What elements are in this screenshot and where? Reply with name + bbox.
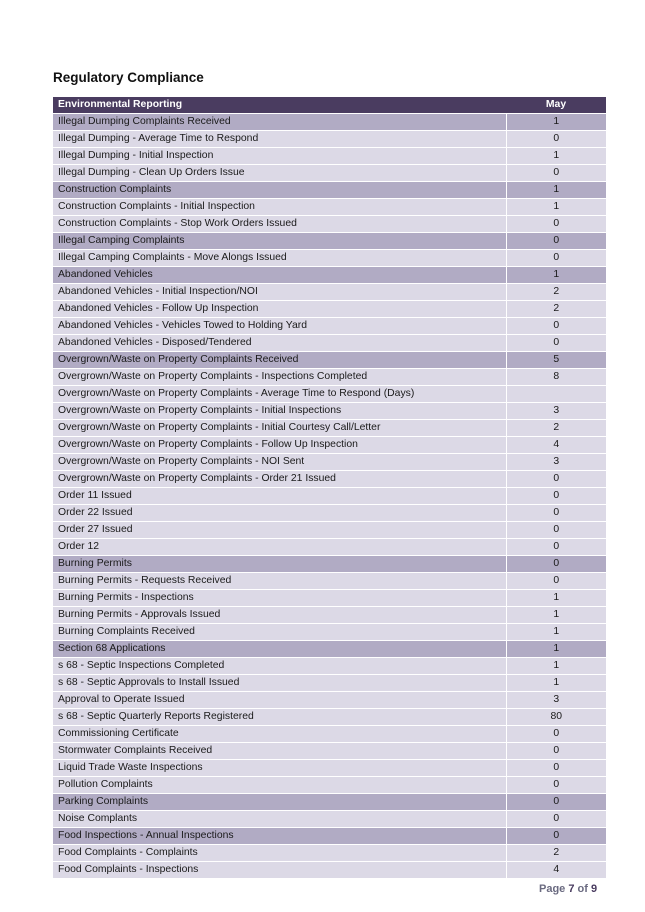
table-row xyxy=(53,301,606,318)
row-label: Burning Complaints Received xyxy=(53,624,506,641)
table-row xyxy=(53,624,606,641)
row-value: 1 xyxy=(506,182,606,199)
row-label: Construction Complaints - Stop Work Orders Issued xyxy=(53,216,506,233)
table-row xyxy=(53,114,606,131)
row-label: Illegal Camping Complaints xyxy=(53,233,506,250)
row-label: Liquid Trade Waste Inspections xyxy=(53,760,506,777)
row-value: 3 xyxy=(506,454,606,471)
row-label: Abandoned Vehicles - Disposed/Tendered xyxy=(53,335,506,352)
row-value: 0 xyxy=(506,335,606,352)
page-word: Page xyxy=(539,883,566,895)
row-value: 1 xyxy=(506,658,606,675)
header-month: May xyxy=(506,97,606,114)
header-category: Environmental Reporting xyxy=(53,97,506,114)
row-value: 1 xyxy=(506,114,606,131)
row-label: Abandoned Vehicles - Follow Up Inspection xyxy=(53,301,506,318)
table-row xyxy=(53,267,606,284)
table-row xyxy=(53,658,606,675)
table-row xyxy=(53,505,606,522)
row-label: Abandoned Vehicles - Vehicles Towed to Holding Yard xyxy=(53,318,506,335)
row-label: Overgrown/Waste on Property Complaints - Inspections Completed xyxy=(53,369,506,386)
table-row xyxy=(53,131,606,148)
table-row xyxy=(53,862,606,879)
row-value: 0 xyxy=(506,573,606,590)
table-row xyxy=(53,743,606,760)
table-row xyxy=(53,641,606,658)
row-value: 4 xyxy=(506,862,606,879)
table-row xyxy=(53,454,606,471)
table-row xyxy=(53,437,606,454)
table-row xyxy=(53,233,606,250)
table-row xyxy=(53,590,606,607)
table-row xyxy=(53,420,606,437)
row-value: 0 xyxy=(506,250,606,267)
row-label: Abandoned Vehicles - Initial Inspection/NOI xyxy=(53,284,506,301)
row-value: 1 xyxy=(506,199,606,216)
row-value: 1 xyxy=(506,675,606,692)
table-row xyxy=(53,488,606,505)
row-label: s 68 - Septic Inspections Completed xyxy=(53,658,506,675)
row-value: 3 xyxy=(506,403,606,420)
of-word: of xyxy=(577,883,588,895)
row-value: 0 xyxy=(506,131,606,148)
row-value: 2 xyxy=(506,301,606,318)
row-value: 0 xyxy=(506,318,606,335)
table-row xyxy=(53,709,606,726)
row-value: 1 xyxy=(506,641,606,658)
row-value: 8 xyxy=(506,369,606,386)
row-label: Pollution Complaints xyxy=(53,777,506,794)
table-row xyxy=(53,318,606,335)
current-page: 7 xyxy=(568,883,575,895)
table-row xyxy=(53,777,606,794)
table-row xyxy=(53,556,606,573)
table-row xyxy=(53,726,606,743)
row-label: Illegal Dumping - Initial Inspection xyxy=(53,148,506,165)
row-label: Construction Complaints - Initial Inspection xyxy=(53,199,506,216)
row-value: 5 xyxy=(506,352,606,369)
table-row xyxy=(53,828,606,845)
table-row xyxy=(53,216,606,233)
row-value: 0 xyxy=(506,488,606,505)
row-value: 2 xyxy=(506,845,606,862)
row-label: Overgrown/Waste on Property Complaints - NOI Sent xyxy=(53,454,506,471)
row-label: Stormwater Complaints Received xyxy=(53,743,506,760)
table-row xyxy=(53,607,606,624)
table-row xyxy=(53,284,606,301)
row-label: Section 68 Applications xyxy=(53,641,506,658)
row-label: s 68 - Septic Quarterly Reports Registered xyxy=(53,709,506,726)
row-value: 1 xyxy=(506,590,606,607)
table-row xyxy=(53,182,606,199)
table-row xyxy=(53,573,606,590)
row-value: 1 xyxy=(506,148,606,165)
row-label: Burning Permits - Inspections xyxy=(53,590,506,607)
row-label: Order 27 Issued xyxy=(53,522,506,539)
row-label: Food Complaints - Complaints xyxy=(53,845,506,862)
row-value: 0 xyxy=(506,165,606,182)
row-value: 0 xyxy=(506,760,606,777)
table-row xyxy=(53,692,606,709)
table-row xyxy=(53,794,606,811)
row-label: Illegal Dumping - Average Time to Respond xyxy=(53,131,506,148)
row-label: Order 22 Issued xyxy=(53,505,506,522)
row-label: Construction Complaints xyxy=(53,182,506,199)
row-value: 0 xyxy=(506,726,606,743)
row-value: 4 xyxy=(506,437,606,454)
row-label: Abandoned Vehicles xyxy=(53,267,506,284)
row-label: Parking Complaints xyxy=(53,794,506,811)
row-value: 1 xyxy=(506,624,606,641)
row-label: Food Complaints - Inspections xyxy=(53,862,506,879)
table-row xyxy=(53,148,606,165)
table-row xyxy=(53,760,606,777)
row-value: 0 xyxy=(506,522,606,539)
row-value: 0 xyxy=(506,811,606,828)
table-row xyxy=(53,386,606,403)
row-label: Overgrown/Waste on Property Complaints Received xyxy=(53,352,506,369)
total-pages: 9 xyxy=(591,883,598,895)
row-value: 0 xyxy=(506,233,606,250)
row-label: s 68 - Septic Approvals to Install Issued xyxy=(53,675,506,692)
table-body xyxy=(53,114,606,879)
row-value: 2 xyxy=(506,420,606,437)
table-row xyxy=(53,471,606,488)
row-value: 0 xyxy=(506,777,606,794)
table-row xyxy=(53,675,606,692)
table-row xyxy=(53,369,606,386)
row-label: Illegal Dumping Complaints Received xyxy=(53,114,506,131)
row-label: Overgrown/Waste on Property Complaints - Follow Up Inspection xyxy=(53,437,506,454)
row-value: 80 xyxy=(506,709,606,726)
row-label: Burning Permits - Approvals Issued xyxy=(53,607,506,624)
table-row xyxy=(53,352,606,369)
row-value: 0 xyxy=(506,216,606,233)
table-row xyxy=(53,199,606,216)
row-value: 0 xyxy=(506,794,606,811)
row-label: Food Inspections - Annual Inspections xyxy=(53,828,506,845)
row-value: 0 xyxy=(506,505,606,522)
row-value: 3 xyxy=(506,692,606,709)
table-row xyxy=(53,522,606,539)
row-value: 0 xyxy=(506,471,606,488)
row-label: Order 11 Issued xyxy=(53,488,506,505)
row-label: Burning Permits - Requests Received xyxy=(53,573,506,590)
row-label: Illegal Dumping - Clean Up Orders Issue xyxy=(53,165,506,182)
row-value: 0 xyxy=(506,828,606,845)
row-value: 1 xyxy=(506,607,606,624)
environmental-reporting-table xyxy=(53,97,606,879)
row-value: 1 xyxy=(506,267,606,284)
row-label: Commissioning Certificate xyxy=(53,726,506,743)
row-label: Illegal Camping Complaints - Move Alongs Issued xyxy=(53,250,506,267)
page-number xyxy=(539,883,597,895)
table-row xyxy=(53,811,606,828)
row-label: Noise Complants xyxy=(53,811,506,828)
row-label: Approval to Operate Issued xyxy=(53,692,506,709)
row-value: 2 xyxy=(506,284,606,301)
row-label: Burning Permits xyxy=(53,556,506,573)
table-header-row xyxy=(53,97,606,114)
row-value: 0 xyxy=(506,743,606,760)
table-row xyxy=(53,845,606,862)
table-row xyxy=(53,165,606,182)
row-label: Order 12 xyxy=(53,539,506,556)
table-row xyxy=(53,403,606,420)
page-title: Regulatory Compliance xyxy=(53,70,204,85)
row-value: 0 xyxy=(506,556,606,573)
table-row xyxy=(53,335,606,352)
row-value xyxy=(506,386,606,403)
row-label: Overgrown/Waste on Property Complaints - Initial Courtesy Call/Letter xyxy=(53,420,506,437)
row-label: Overgrown/Waste on Property Complaints - Average Time to Respond (Days) xyxy=(53,386,506,403)
table-row xyxy=(53,539,606,556)
row-label: Overgrown/Waste on Property Complaints - Initial Inspections xyxy=(53,403,506,420)
row-value: 0 xyxy=(506,539,606,556)
row-label: Overgrown/Waste on Property Complaints - Order 21 Issued xyxy=(53,471,506,488)
table-row xyxy=(53,250,606,267)
